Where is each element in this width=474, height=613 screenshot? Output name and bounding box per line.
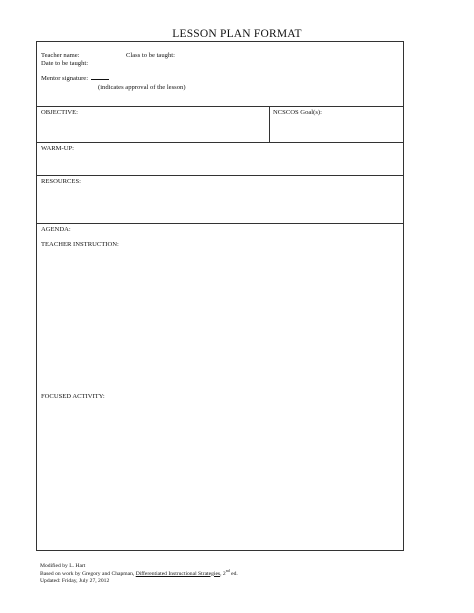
updated-date: Updated: Friday, July 27, 2012: [40, 578, 110, 585]
mentor-note: (indicates approval of the lesson): [98, 84, 186, 91]
resources-label: RESOURCES:: [41, 178, 81, 185]
ncscos-label: NCSCOS Goal(s):: [273, 109, 322, 116]
teacher-name-label: Teacher name:: [41, 52, 80, 59]
warm-up-section[interactable]: [37, 143, 403, 176]
book-title: Differentiated Instructional Strategies: [135, 570, 221, 577]
lesson-plan-form: [36, 41, 404, 551]
teacher-instruction-label: TEACHER INSTRUCTION:: [41, 241, 119, 248]
date-label: Date to be taught:: [41, 60, 89, 67]
edition-number: , 2: [220, 570, 226, 577]
objective-label: OBJECTIVE:: [41, 109, 78, 116]
focused-activity-label: FOCUSED ACTIVITY:: [41, 393, 105, 400]
class-label: Class to be taught:: [126, 52, 175, 59]
column-divider: [269, 107, 270, 142]
mentor-signature-label: Mentor signature:: [41, 75, 89, 82]
warm-up-label: WARM-UP:: [41, 145, 74, 152]
edition-suffix: nd: [225, 567, 230, 573]
footer: [40, 563, 238, 586]
edition-end: ed.: [229, 570, 238, 577]
modified-by: Modified by L. Hart: [40, 563, 86, 569]
agenda-label: AGENDA:: [41, 226, 71, 233]
objective-section[interactable]: [37, 107, 403, 143]
teacher-info-section: [37, 42, 403, 107]
mentor-signature: [41, 76, 109, 83]
agenda-section[interactable]: [37, 224, 403, 550]
based-on-prefix: Based on work by Gregory and Chapman,: [40, 570, 135, 577]
signature-line[interactable]: [91, 79, 109, 80]
based-on: [40, 567, 238, 579]
resources-section[interactable]: [37, 176, 403, 224]
document-title: LESSON PLAN FORMAT: [172, 28, 302, 40]
